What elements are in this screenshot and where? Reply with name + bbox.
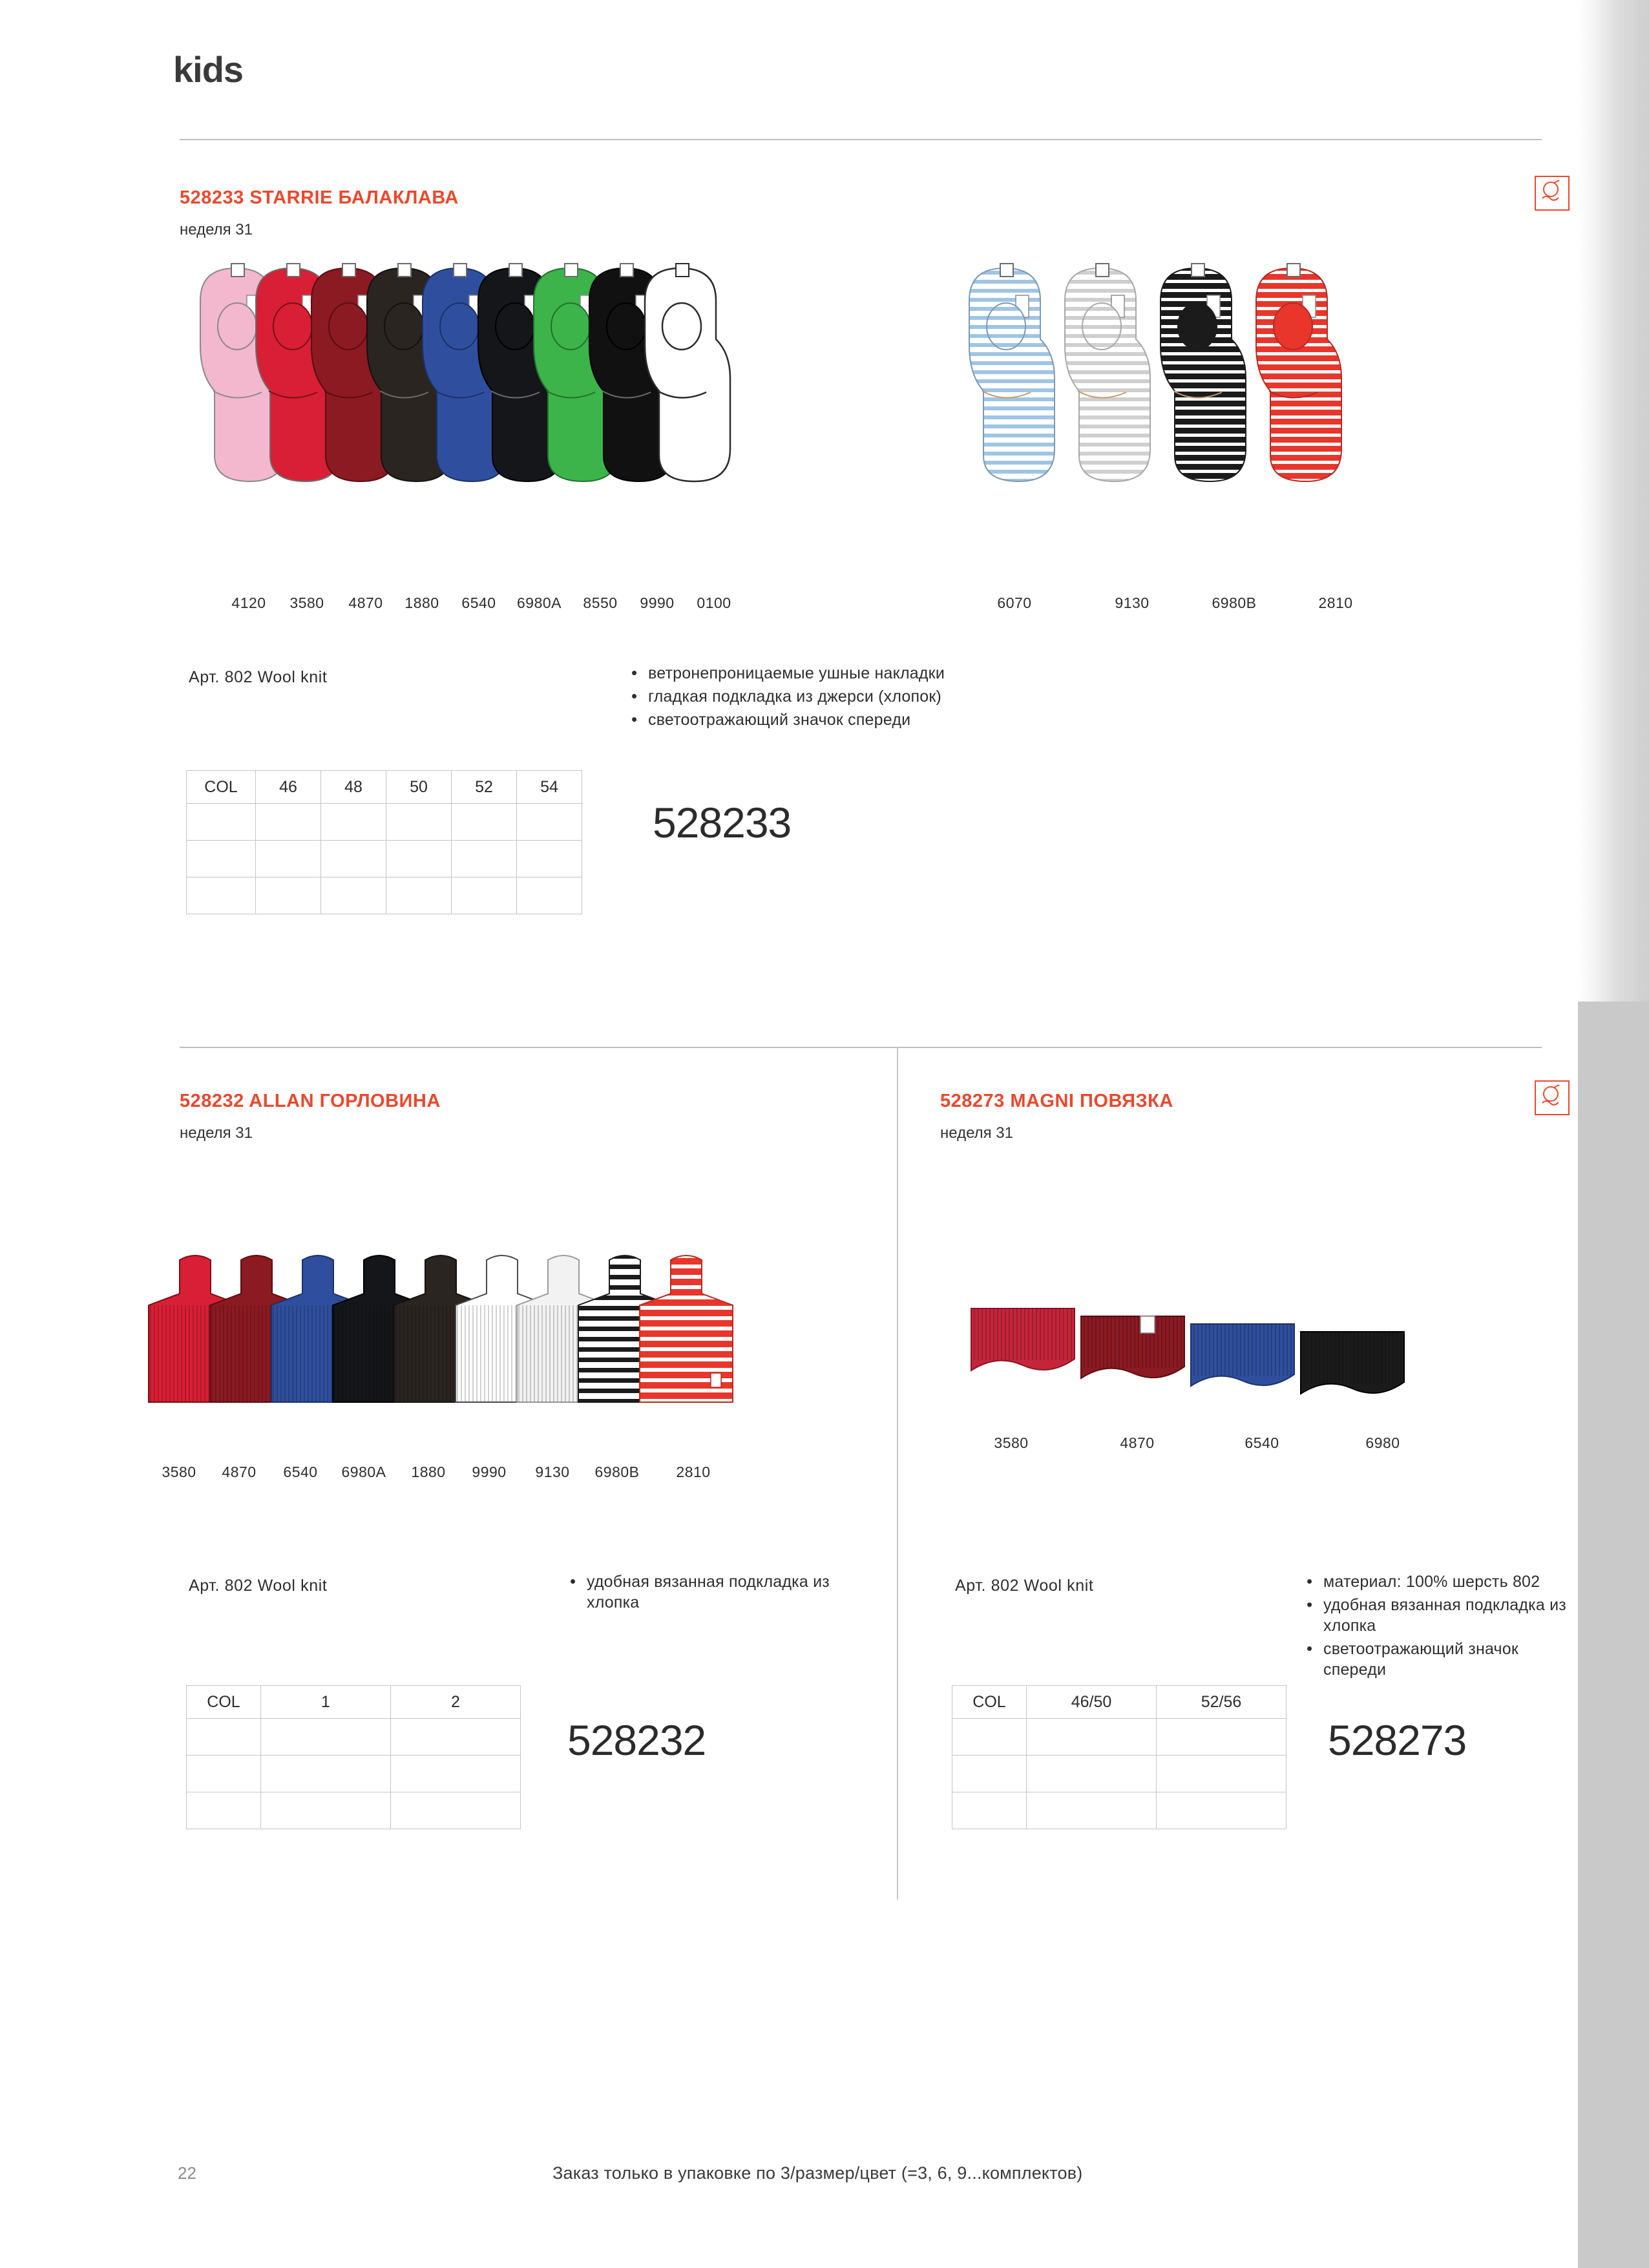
product-features-528273 [1305, 1571, 1577, 1683]
order-table-size-header: 52 [452, 771, 517, 804]
table-row [187, 1792, 521, 1829]
order-cell[interactable] [1027, 1756, 1157, 1792]
feature-item: • удобная вязанная подкладка из хлопка [587, 1571, 846, 1613]
order-cell[interactable] [952, 1792, 1027, 1829]
order-table-col-header: COL [187, 1686, 261, 1719]
color-code-label: 6980B [594, 1464, 640, 1480]
order-table-col-header: COL [952, 1686, 1027, 1719]
order-cell[interactable] [386, 877, 452, 914]
color-code-label: 6540 [1245, 1434, 1279, 1451]
order-table-col-header: COL [187, 771, 256, 804]
color-code-label: 6980B [1212, 594, 1257, 611]
table-row [187, 1719, 521, 1756]
feature-item: • светоотражающий значок спереди [1323, 1639, 1577, 1680]
product-illustration-528232 [142, 1244, 853, 1460]
table-row [187, 1686, 521, 1719]
order-table-size-header: 46 [256, 771, 321, 804]
product-illustration-528233-group1 [187, 262, 872, 556]
feature-item: • гладкая подкладка из джерси (хлопок) [648, 686, 1024, 707]
feature-item: • ветронепроницаемые ушные накладки [648, 663, 1024, 684]
product-week-528233: неделя 31 [180, 221, 253, 238]
order-cell[interactable] [386, 841, 452, 877]
order-cell[interactable] [187, 841, 256, 877]
color-code-label: 4870 [1120, 1434, 1155, 1451]
order-cell[interactable] [517, 877, 582, 914]
color-code-label: 4870 [348, 594, 383, 611]
order-cell[interactable] [261, 1792, 391, 1829]
page-edge-shadow-lower [1578, 1002, 1649, 2268]
order-table-size-header: 52/56 [1157, 1686, 1287, 1719]
section-divider [180, 1047, 1542, 1048]
order-cell[interactable] [261, 1756, 391, 1792]
order-table-size-header: 2 [391, 1686, 521, 1719]
color-code-label: 0100 [697, 594, 731, 611]
order-cell[interactable] [187, 804, 256, 841]
order-cell[interactable] [452, 804, 517, 841]
order-cell[interactable] [386, 804, 452, 841]
product-illustration-528233-group2 [956, 262, 1383, 556]
footer-note: Заказ только в упаковке по 3/размер/цвет (=3, 6, 9...комплектов) [552, 2163, 1083, 2183]
page-title: kids [173, 49, 244, 90]
order-cell[interactable] [321, 804, 386, 841]
order-cell[interactable] [391, 1719, 521, 1756]
table-row [187, 841, 582, 877]
order-cell[interactable] [1157, 1792, 1287, 1829]
order-cell[interactable] [187, 1719, 261, 1756]
order-table-528232 [186, 1685, 521, 1829]
order-cell[interactable] [261, 1719, 391, 1756]
product-big-code-528232: 528232 [567, 1716, 706, 1764]
product-material-528273: Арт. 802 Wool knit [955, 1577, 1094, 1595]
color-code-label: 9130 [535, 1464, 570, 1480]
order-table-528273 [952, 1685, 1287, 1829]
color-code-label: 6540 [283, 1464, 318, 1480]
order-table-size-header: 48 [321, 771, 386, 804]
table-row [952, 1686, 1287, 1719]
order-cell[interactable] [517, 841, 582, 877]
color-code-label: 3580 [289, 594, 324, 611]
feature-item: • удобная вязанная подкладка из хлопка [1323, 1595, 1577, 1636]
order-cell[interactable] [187, 1756, 261, 1792]
order-cell[interactable] [1157, 1756, 1287, 1792]
column-divider [897, 1047, 898, 1900]
order-cell[interactable] [391, 1756, 521, 1792]
order-table-528233 [186, 770, 582, 914]
order-cell[interactable] [256, 841, 321, 877]
color-code-label: 9990 [472, 1464, 507, 1480]
product-big-code-528233: 528233 [653, 799, 792, 846]
order-cell[interactable] [391, 1792, 521, 1829]
order-cell[interactable] [187, 1792, 261, 1829]
page-number: 22 [178, 2163, 196, 2183]
order-cell[interactable] [452, 877, 517, 914]
wash-care-icon [1535, 1080, 1570, 1115]
color-code-label: 1880 [411, 1464, 446, 1480]
product-heading-528232: 528232 ALLAN ГОРЛОВИНА [180, 1091, 441, 1111]
order-cell[interactable] [952, 1756, 1027, 1792]
table-row [187, 804, 582, 841]
product-heading-528233: 528233 STARRIE БАЛАКЛАВА [180, 187, 459, 208]
product-material-528232: Арт. 802 Wool knit [189, 1577, 328, 1595]
color-code-label: 4120 [231, 594, 266, 611]
color-code-label: 6070 [997, 594, 1032, 611]
feature-item: • материал: 100% шерсть 802 [1323, 1571, 1577, 1592]
color-code-label: 2810 [1318, 594, 1353, 611]
color-code-label: 8550 [583, 594, 618, 611]
color-code-label: 4870 [222, 1464, 257, 1480]
order-cell[interactable] [187, 877, 256, 914]
wash-care-icon [1535, 176, 1570, 211]
product-week-528273: неделя 31 [940, 1124, 1013, 1142]
order-cell[interactable] [321, 877, 386, 914]
table-row [952, 1756, 1287, 1792]
color-code-label: 3580 [994, 1434, 1029, 1451]
color-code-label: 1880 [404, 594, 439, 611]
table-row [187, 771, 582, 804]
color-code-label: 3580 [162, 1464, 196, 1480]
order-cell[interactable] [321, 841, 386, 877]
order-cell[interactable] [1157, 1719, 1287, 1756]
order-table-size-header: 46/50 [1027, 1686, 1157, 1719]
product-illustration-528273 [966, 1296, 1509, 1441]
table-row [952, 1719, 1287, 1756]
color-code-label: 2810 [676, 1464, 711, 1480]
order-cell[interactable] [952, 1719, 1027, 1756]
table-row [187, 1756, 521, 1792]
order-cell[interactable] [256, 804, 321, 841]
order-table-size-header: 1 [261, 1686, 391, 1719]
table-row [952, 1792, 1287, 1829]
color-code-label: 6980A [341, 1464, 386, 1480]
order-cell[interactable] [1027, 1719, 1157, 1756]
color-code-label: 6980A [516, 594, 562, 611]
order-cell[interactable] [1027, 1792, 1157, 1829]
color-code-label: 9990 [640, 594, 675, 611]
product-features-528232 [569, 1571, 846, 1615]
color-code-label: 6540 [461, 594, 496, 611]
product-week-528232: неделя 31 [180, 1124, 253, 1142]
product-heading-528273: 528273 MAGNI ПОВЯЗКА [940, 1091, 1173, 1111]
feature-item: • светоотражающий значок спереди [648, 709, 1024, 730]
order-table-size-header: 54 [517, 771, 582, 804]
product-features-528233 [630, 663, 1024, 733]
order-table-size-header: 50 [386, 771, 452, 804]
order-cell[interactable] [517, 804, 582, 841]
product-big-code-528273: 528273 [1328, 1716, 1467, 1764]
header-divider [180, 139, 1542, 140]
order-cell[interactable] [256, 877, 321, 914]
order-cell[interactable] [452, 841, 517, 877]
table-row [187, 877, 582, 914]
product-material-528233: Арт. 802 Wool knit [189, 668, 328, 686]
color-code-label: 6980 [1365, 1434, 1400, 1451]
color-code-label: 9130 [1115, 594, 1150, 611]
